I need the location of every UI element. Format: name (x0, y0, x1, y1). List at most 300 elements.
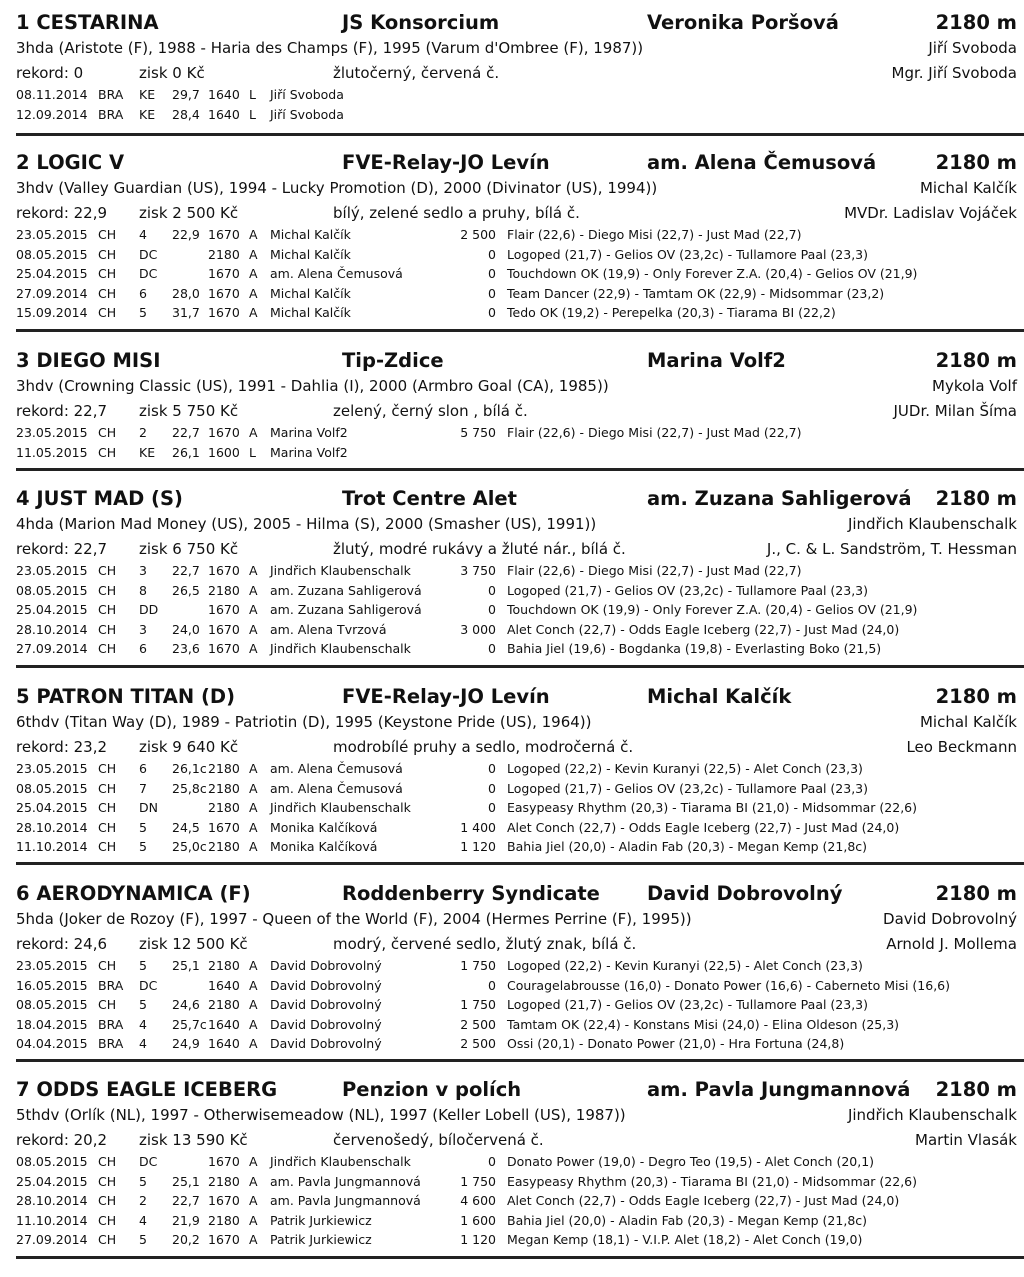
race-history-row (0, 759, 1024, 779)
race-date: 25.04.2015 (16, 800, 88, 816)
driver-name: Michal Kalčík (919, 713, 1017, 731)
race-dist: 1640 (208, 87, 240, 102)
driver-name: David Dobrovolný (883, 910, 1017, 928)
race-prize: 0 (488, 602, 496, 618)
record-row (0, 933, 1024, 955)
entry-divider (16, 329, 1024, 332)
race-history-row (0, 1172, 1024, 1192)
race-track: CH (98, 800, 117, 816)
race-history-row (0, 600, 1024, 620)
race-time: 22,7 (172, 425, 200, 440)
pedigree-row (0, 513, 1024, 535)
race-history-row (0, 581, 1024, 601)
pedigree-row (0, 908, 1024, 930)
entry-header (0, 1077, 1024, 1103)
race-time: 22,9 (172, 227, 200, 242)
pedigree-row (0, 1104, 1024, 1126)
pedigree: 5thdv (Orlík (NL), 1997 - Otherwisemeadow (NL), 1997 (Keller Lobell (US), 1987)) (16, 1106, 626, 1124)
race-distance: 2180 m (935, 151, 1017, 174)
driver-name: Jindřich Klaubenschalk (847, 515, 1017, 533)
race-time: 22,7 (172, 1193, 200, 1209)
race-placings: Alet Conch (22,7) - Odds Eagle Iceberg (22,7) - Just Mad (24,0) (507, 1193, 900, 1209)
race-prize: 0 (488, 1154, 496, 1169)
race-track: CH (98, 641, 117, 657)
record-row (0, 62, 1024, 84)
race-code: 5 (139, 819, 147, 835)
race-prize: 1 400 (460, 819, 496, 835)
race-code: 6 (139, 285, 147, 301)
race-driver: Jindřich Klaubenschalk (270, 641, 411, 657)
race-track: CH (98, 1154, 117, 1169)
pedigree: 6thdv (Titan Way (D), 1989 - Patriotin (D), 1995 (Keystone Pride (US), 1964)) (16, 713, 592, 731)
race-date: 11.10.2014 (16, 839, 88, 855)
race-date: 25.04.2015 (16, 266, 88, 282)
race-driver: David Dobrovolný (270, 1036, 382, 1052)
race-start: A (249, 1036, 258, 1052)
race-time: 26,5 (172, 582, 200, 598)
entry-header (0, 10, 1024, 36)
race-time: 25,7c (172, 1016, 207, 1032)
breeder-name: Leo Beckmann (906, 738, 1017, 756)
race-date: 08.05.2015 (16, 246, 88, 262)
entry-header (0, 684, 1024, 710)
race-prize: 2 500 (460, 1016, 496, 1032)
race-history-row (0, 1152, 1024, 1172)
race-dist: 1670 (208, 819, 240, 835)
race-prize: 4 600 (460, 1193, 496, 1209)
race-history-row (0, 779, 1024, 799)
race-history-row (0, 264, 1024, 284)
race-history-row (0, 284, 1024, 304)
race-time: 24,5 (172, 819, 200, 835)
race-placings: Alet Conch (22,7) - Odds Eagle Iceberg (22,7) - Just Mad (24,0) (507, 621, 900, 637)
race-track: BRA (98, 1016, 124, 1032)
pedigree: 4hda (Marion Mad Money (US), 2005 - Hilma (S), 2000 (Smasher (US), 1991)) (16, 515, 597, 533)
race-code: 5 (139, 958, 147, 973)
entry-divider (16, 665, 1024, 668)
race-driver: Jiří Svoboda (270, 106, 344, 122)
race-track: CH (98, 780, 117, 796)
record-time: rekord: 20,2 (16, 1131, 108, 1149)
race-driver: Monika Kalčíková (270, 839, 378, 855)
race-placings: Tedo OK (19,2) - Perepelka (20,3) - Tiarama BI (22,2) (507, 305, 836, 321)
race-placings: Easypeasy Rhythm (20,3) - Tiarama BI (21,0) - Midsommar (22,6) (507, 1173, 917, 1189)
race-prize: 3 750 (460, 563, 496, 578)
breeder-name: Martin Vlasák (915, 1131, 1017, 1149)
race-date: 27.09.2014 (16, 641, 88, 657)
race-start: A (249, 1154, 258, 1169)
race-track: CH (98, 582, 117, 598)
race-placings: Logoped (21,7) - Gelios OV (23,2c) - Tullamore Paal (23,3) (507, 997, 869, 1013)
race-date: 27.09.2014 (16, 285, 88, 301)
earnings: zisk 2 500 Kč (139, 204, 239, 222)
race-start: A (249, 1232, 258, 1248)
race-history-row (0, 837, 1024, 857)
race-prize: 0 (488, 285, 496, 301)
race-dist: 2180 (208, 800, 240, 816)
race-prize: 2 500 (460, 227, 496, 242)
race-track: CH (98, 761, 117, 776)
race-code: DC (139, 977, 158, 993)
race-time: 21,9 (172, 1212, 200, 1228)
race-start: A (249, 246, 258, 262)
race-track: CH (98, 997, 117, 1013)
race-track: CH (98, 444, 117, 460)
race-driver: Patrik Jurkiewicz (270, 1212, 372, 1228)
race-prize: 1 600 (460, 1212, 496, 1228)
race-prize: 1 750 (460, 997, 496, 1013)
breeder-name: MVDr. Ladislav Vojáček (844, 204, 1017, 222)
race-start: L (249, 87, 256, 102)
race-code: KE (139, 106, 156, 122)
record-time: rekord: 22,7 (16, 402, 108, 420)
race-start: A (249, 1173, 258, 1189)
race-start: A (249, 582, 258, 598)
race-time: 28,0 (172, 285, 200, 301)
race-start: A (249, 285, 258, 301)
race-history-row (0, 976, 1024, 996)
racing-colors: modrobílé pruhy a sedlo, modročerná č. (333, 738, 634, 756)
race-start: A (249, 839, 258, 855)
race-code: 4 (139, 1212, 147, 1228)
racing-colors: zelený, černý slon , bílá č. (333, 402, 528, 420)
race-placings: Flair (22,6) - Diego Misi (22,7) - Just Mad (22,7) (507, 425, 802, 440)
race-start: A (249, 563, 258, 578)
record-row (0, 400, 1024, 422)
race-placings: Logoped (21,7) - Gelios OV (23,2c) - Tullamore Paal (23,3) (507, 246, 869, 262)
race-start: A (249, 621, 258, 637)
race-prize: 0 (488, 305, 496, 321)
race-driver: Marina Volf2 (270, 425, 348, 440)
owner-name: JS Konsorcium (342, 11, 500, 34)
race-placings: Flair (22,6) - Diego Misi (22,7) - Just Mad (22,7) (507, 563, 802, 578)
race-code: 8 (139, 582, 147, 598)
race-track: CH (98, 958, 117, 973)
race-dist: 1670 (208, 563, 240, 578)
racing-colors: modrý, červené sedlo, žlutý znak, bílá č. (333, 935, 637, 953)
race-driver: am. Zuzana Sahligerová (270, 582, 422, 598)
record-time: rekord: 0 (16, 64, 84, 82)
race-dist: 1670 (208, 1193, 240, 1209)
record-time: rekord: 22,7 (16, 540, 108, 558)
trainer-name: Michal Kalčík (647, 685, 792, 708)
race-code: DC (139, 1154, 158, 1169)
race-dist: 2180 (208, 958, 240, 973)
race-date: 23.05.2015 (16, 563, 88, 578)
race-dist: 2180 (208, 761, 240, 776)
race-distance: 2180 m (935, 1078, 1017, 1101)
race-date: 25.04.2015 (16, 1173, 88, 1189)
pedigree: 5hda (Joker de Rozoy (F), 1997 - Queen of the World (F), 2004 (Hermes Perrine (F), 1995)) (16, 910, 692, 928)
race-track: BRA (98, 1036, 124, 1052)
race-dist: 1670 (208, 305, 240, 321)
race-placings: Bahia Jiel (19,6) - Bogdanka (19,8) - Everlasting Boko (21,5) (507, 641, 882, 657)
race-time: 26,1c (172, 761, 207, 776)
race-code: DD (139, 602, 159, 618)
race-history-row (0, 1015, 1024, 1035)
race-placings: Megan Kemp (18,1) - V.I.P. Alet (18,2) - Alet Conch (19,0) (507, 1232, 863, 1248)
race-start: A (249, 780, 258, 796)
race-placings: Alet Conch (22,7) - Odds Eagle Iceberg (22,7) - Just Mad (24,0) (507, 819, 900, 835)
race-history-row (0, 1211, 1024, 1231)
race-time: 24,9 (172, 1036, 200, 1052)
race-placings: Couragelabrousse (16,0) - Donato Power (16,6) - Caberneto Misi (16,6) (507, 977, 951, 993)
pedigree-row (0, 375, 1024, 397)
driver-name: Jiří Svoboda (928, 39, 1017, 57)
race-date: 28.10.2014 (16, 1193, 88, 1209)
race-prize: 1 750 (460, 958, 496, 973)
race-code: 5 (139, 997, 147, 1013)
race-start: A (249, 800, 258, 816)
race-date: 11.10.2014 (16, 1212, 88, 1228)
race-code: 5 (139, 839, 147, 855)
race-dist: 2180 (208, 997, 240, 1013)
race-history-row (0, 443, 1024, 463)
race-track: CH (98, 1232, 117, 1248)
race-time: 25,0c (172, 839, 207, 855)
race-prize: 1 750 (460, 1173, 496, 1189)
pedigree: 3hdv (Crowning Classic (US), 1991 - Dahlia (I), 2000 (Armbro Goal (CA), 1985)) (16, 377, 609, 395)
race-placings: Bahia Jiel (20,0) - Aladin Fab (20,3) - Megan Kemp (21,8c) (507, 1212, 868, 1228)
race-prize: 0 (488, 246, 496, 262)
race-driver: David Dobrovolný (270, 1016, 382, 1032)
race-placings: Logoped (21,7) - Gelios OV (23,2c) - Tullamore Paal (23,3) (507, 780, 869, 796)
entry-header (0, 348, 1024, 374)
race-date: 11.05.2015 (16, 444, 88, 460)
race-distance: 2180 m (935, 685, 1017, 708)
record-row (0, 202, 1024, 224)
race-start: A (249, 602, 258, 618)
race-driver: am. Alena Čemusová (270, 761, 403, 776)
race-start: A (249, 819, 258, 835)
race-prize: 2 500 (460, 1036, 496, 1052)
race-track: CH (98, 1212, 117, 1228)
race-driver: Michal Kalčík (270, 246, 351, 262)
race-code: 2 (139, 1193, 147, 1209)
race-dist: 1640 (208, 1036, 240, 1052)
race-driver: Michal Kalčík (270, 305, 351, 321)
race-dist: 1670 (208, 1154, 240, 1169)
race-code: 5 (139, 305, 147, 321)
pedigree-row (0, 177, 1024, 199)
breeder-name: Mgr. Jiří Svoboda (891, 64, 1017, 82)
race-history-row (0, 956, 1024, 976)
race-code: DN (139, 800, 158, 816)
race-history-row (0, 245, 1024, 265)
breeder-name: JUDr. Milan Šíma (893, 402, 1017, 420)
horse-name: 2 LOGIC V (16, 151, 125, 174)
race-placings: Logoped (22,2) - Kevin Kuranyi (22,5) - Alet Conch (23,3) (507, 761, 863, 776)
owner-name: Trot Centre Alet (342, 487, 517, 510)
race-code: DC (139, 266, 158, 282)
trainer-name: am. Pavla Jungmannová (647, 1078, 911, 1101)
race-history-row (0, 1034, 1024, 1054)
race-driver: am. Zuzana Sahligerová (270, 602, 422, 618)
race-date: 08.05.2015 (16, 1154, 88, 1169)
trainer-name: Veronika Poršová (647, 11, 839, 34)
race-prize: 1 120 (460, 839, 496, 855)
race-code: 6 (139, 641, 147, 657)
race-track: CH (98, 285, 117, 301)
race-prize: 0 (488, 800, 496, 816)
breeder-name: J., C. & L. Sandström, T. Hessman (766, 540, 1017, 558)
race-time: 23,6 (172, 641, 200, 657)
race-start: A (249, 997, 258, 1013)
race-placings: Logoped (22,2) - Kevin Kuranyi (22,5) - Alet Conch (23,3) (507, 958, 863, 973)
race-start: A (249, 761, 258, 776)
horse-name: 3 DIEGO MISI (16, 349, 161, 372)
racing-colors: červenošedý, bíločervená č. (333, 1131, 544, 1149)
race-driver: Marina Volf2 (270, 444, 348, 460)
race-prize: 0 (488, 582, 496, 598)
race-code: 7 (139, 780, 147, 796)
race-track: CH (98, 839, 117, 855)
race-start: A (249, 305, 258, 321)
race-track: CH (98, 819, 117, 835)
race-track: CH (98, 563, 117, 578)
race-time: 24,0 (172, 621, 200, 637)
entry-divider (16, 468, 1024, 471)
race-track: CH (98, 1173, 117, 1189)
race-track: CH (98, 266, 117, 282)
race-placings: Touchdown OK (19,9) - Only Forever Z.A. (20,4) - Gelios OV (21,9) (507, 266, 918, 282)
race-date: 08.05.2015 (16, 997, 88, 1013)
entry-header (0, 486, 1024, 512)
breeder-name: Arnold J. Mollema (886, 935, 1017, 953)
race-history-row (0, 105, 1024, 125)
record-row (0, 1129, 1024, 1151)
race-history-row (0, 561, 1024, 581)
race-driver: am. Alena Čemusová (270, 266, 403, 282)
race-time: 28,4 (172, 106, 200, 122)
race-track: CH (98, 621, 117, 637)
owner-name: FVE-Relay-JO Levín (342, 685, 550, 708)
race-history-row (0, 620, 1024, 640)
race-time: 29,7 (172, 87, 200, 102)
entry-divider (16, 1059, 1024, 1062)
race-start: L (249, 444, 256, 460)
race-distance: 2180 m (935, 882, 1017, 905)
race-date: 08.05.2015 (16, 780, 88, 796)
horse-name: 7 ODDS EAGLE ICEBERG (16, 1078, 278, 1101)
entry-divider (16, 133, 1024, 136)
race-start: A (249, 641, 258, 657)
race-dist: 1670 (208, 425, 240, 440)
driver-name: Mykola Volf (932, 377, 1017, 395)
race-track: BRA (98, 977, 124, 993)
race-placings: Flair (22,6) - Diego Misi (22,7) - Just Mad (22,7) (507, 227, 802, 242)
race-driver: am. Alena Čemusová (270, 780, 403, 796)
race-code: 4 (139, 1016, 147, 1032)
race-driver: Monika Kalčíková (270, 819, 378, 835)
race-history-row (0, 798, 1024, 818)
racing-colors: žlutočerný, červená č. (333, 64, 500, 82)
race-date: 16.05.2015 (16, 977, 88, 993)
earnings: zisk 5 750 Kč (139, 402, 239, 420)
race-time: 25,8c (172, 780, 207, 796)
horse-name: 1 CESTARINA (16, 11, 159, 34)
race-driver: David Dobrovolný (270, 977, 382, 993)
race-prize: 3 000 (460, 621, 496, 637)
trainer-name: am. Alena Čemusová (647, 151, 877, 174)
race-date: 23.05.2015 (16, 227, 88, 242)
race-driver: Jindřich Klaubenschalk (270, 1154, 411, 1169)
owner-name: Penzion v polích (342, 1078, 522, 1101)
race-placings: Ossi (20,1) - Donato Power (21,0) - Hra Fortuna (24,8) (507, 1036, 845, 1052)
earnings: zisk 13 590 Kč (139, 1131, 248, 1149)
race-date: 28.10.2014 (16, 621, 88, 637)
entry-header (0, 150, 1024, 176)
race-history-row (0, 303, 1024, 323)
race-time: 31,7 (172, 305, 200, 321)
record-row (0, 538, 1024, 560)
race-code: 5 (139, 1232, 147, 1248)
race-date: 23.05.2015 (16, 425, 88, 440)
race-prize: 0 (488, 761, 496, 776)
race-code: 2 (139, 425, 147, 440)
race-time: 24,6 (172, 997, 200, 1013)
race-track: CH (98, 1193, 117, 1209)
race-date: 28.10.2014 (16, 819, 88, 835)
race-driver: Michal Kalčík (270, 227, 351, 242)
race-date: 23.05.2015 (16, 958, 88, 973)
race-code: DC (139, 246, 158, 262)
race-driver: David Dobrovolný (270, 958, 382, 973)
record-row (0, 736, 1024, 758)
race-dist: 2180 (208, 780, 240, 796)
race-date: 15.09.2014 (16, 305, 88, 321)
race-driver: Jindřich Klaubenschalk (270, 800, 411, 816)
race-driver: Michal Kalčík (270, 285, 351, 301)
entry-divider (16, 1256, 1024, 1259)
race-dist: 2180 (208, 839, 240, 855)
race-track: CH (98, 602, 117, 618)
trainer-name: Marina Volf2 (647, 349, 786, 372)
race-prize: 0 (488, 780, 496, 796)
race-track: CH (98, 305, 117, 321)
owner-name: Roddenberry Syndicate (342, 882, 600, 905)
race-date: 12.09.2014 (16, 106, 88, 122)
race-history-row (0, 225, 1024, 245)
race-prize: 0 (488, 266, 496, 282)
horse-name: 5 PATRON TITAN (D) (16, 685, 235, 708)
race-history-row (0, 639, 1024, 659)
race-date: 23.05.2015 (16, 761, 88, 776)
race-track: CH (98, 425, 117, 440)
race-track: BRA (98, 106, 124, 122)
pedigree: 3hda (Aristote (F), 1988 - Haria des Champs (F), 1995 (Varum d'Ombree (F), 1987)) (16, 39, 644, 57)
race-code: 5 (139, 1173, 147, 1189)
race-placings: Easypeasy Rhythm (20,3) - Tiarama BI (21,0) - Midsommar (22,6) (507, 800, 917, 816)
race-distance: 2180 m (935, 487, 1017, 510)
race-driver: am. Pavla Jungmannová (270, 1193, 421, 1209)
race-date: 27.09.2014 (16, 1232, 88, 1248)
race-driver: Jindřich Klaubenschalk (270, 563, 411, 578)
earnings: zisk 0 Kč (139, 64, 205, 82)
race-dist: 2180 (208, 246, 240, 262)
driver-name: Michal Kalčík (919, 179, 1017, 197)
entry-header (0, 881, 1024, 907)
race-placings: Logoped (21,7) - Gelios OV (23,2c) - Tullamore Paal (23,3) (507, 582, 869, 598)
race-placings: Team Dancer (22,9) - Tamtam OK (22,9) - Midsommar (23,2) (507, 285, 885, 301)
race-time: 25,1 (172, 958, 200, 973)
race-driver: am. Pavla Jungmannová (270, 1173, 421, 1189)
race-driver: Patrik Jurkiewicz (270, 1232, 372, 1248)
racing-colors: bílý, zelené sedlo a pruhy, bílá č. (333, 204, 580, 222)
trainer-name: David Dobrovolný (647, 882, 843, 905)
racing-colors: žlutý, modré rukávy a žluté nár., bílá č. (333, 540, 626, 558)
race-dist: 1670 (208, 266, 240, 282)
